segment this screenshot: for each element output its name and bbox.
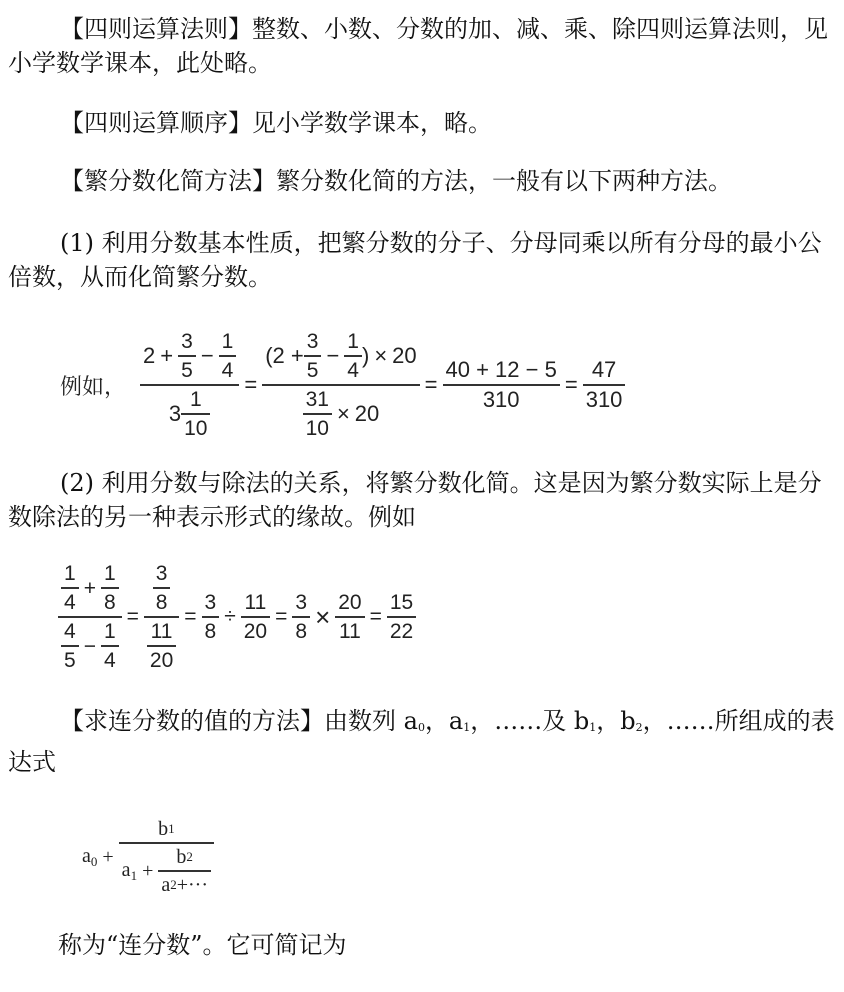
fraction-bar (153, 587, 171, 589)
term-a1: $a_1$ (121, 858, 138, 883)
multiplier: 20 (392, 343, 417, 368)
denominator: 10 (305, 417, 329, 441)
fraction-bar (303, 413, 332, 415)
fraction-bar (262, 384, 419, 386)
fraction (153, 562, 171, 614)
equals-sign: = (126, 605, 139, 629)
fraction-bar (101, 645, 119, 647)
fraction (344, 330, 362, 382)
denominator: 5 (64, 649, 76, 673)
denominator: 8 (204, 620, 217, 644)
subscript: 2 (635, 721, 643, 734)
paragraph-text: 繁分数化简的方法，一般有以下两种方法。 (276, 167, 732, 195)
numerator: 3 (181, 330, 193, 353)
equals-sign: = (275, 605, 288, 629)
numerator: 40 + 12 − 5 (445, 357, 557, 382)
fraction-bar (158, 870, 211, 872)
fraction-bar (140, 384, 239, 386)
denominator: 11 (339, 620, 361, 644)
ellipsis-tail: +··· (176, 874, 208, 896)
paragraph-text: 称为“连分数”。它可简记为 (58, 931, 347, 959)
denominator: 20 (243, 620, 268, 644)
numerator: 4 (64, 620, 76, 644)
fraction-bar (335, 616, 364, 618)
multiplier: 20 (354, 401, 380, 427)
numerator: 3 (306, 330, 319, 353)
section-heading: 【求连分数的值的方法】 (60, 707, 324, 735)
fraction-bar (144, 616, 179, 618)
fraction-bar (202, 616, 220, 618)
numerator: 1 (64, 562, 76, 585)
close-paren: ) (361, 343, 370, 368)
paragraph-continued-fraction (8, 704, 838, 779)
section-heading: 【四则运算顺序】 (60, 109, 252, 137)
example-1-formula (60, 330, 625, 440)
fraction-bar (61, 645, 79, 647)
fraction-bar (147, 645, 176, 647)
subscript: 0 (417, 721, 425, 734)
fraction-bar (344, 355, 362, 357)
numerator: 3 (155, 562, 168, 585)
fraction-bar (181, 413, 210, 415)
fraction-bar (292, 616, 310, 618)
fraction-bar (119, 842, 214, 844)
plus-sign: + (142, 860, 154, 882)
fraction-result (583, 358, 626, 412)
fraction-bar (58, 616, 122, 618)
times-sign: × (315, 601, 331, 632)
numerator: 1 (189, 388, 202, 412)
fraction (178, 330, 196, 382)
term-a2: a (161, 874, 171, 896)
fraction-bar (387, 616, 416, 618)
numerator: 1 (221, 330, 234, 353)
whole-number: 3 (168, 401, 182, 427)
numerator: 1 (347, 330, 359, 353)
plus-sign: + (83, 576, 96, 600)
paragraph-method-2 (8, 466, 838, 534)
times-sign: × (336, 401, 350, 427)
fraction-bar (304, 355, 322, 357)
paragraph-text: 整数、小数、分数的加、减、乘、除四则运算法则，见小学数学课本，此处略。 (8, 15, 828, 77)
term-a0: $a_0$ (82, 844, 98, 869)
denominator: 8 (155, 591, 168, 615)
continued-fraction-level-1: b 1 $a_1$ + b 2 a 2 +··· (119, 818, 214, 896)
fraction (101, 562, 119, 614)
times-sign: × (374, 343, 388, 368)
section-heading: 【繁分数化简方法】 (60, 167, 276, 195)
paragraph-text: ，a (424, 707, 464, 735)
paragraph-text: (1) 利用分数基本性质，把繁分数的分子、分母同乘以所有分母的最小公倍数，从而化简繁分数。 (8, 229, 822, 291)
continued-fraction-level-2: b 2 a 2 +··· (158, 846, 211, 896)
complex-fraction-lhs (140, 330, 239, 440)
numerator: 11 (150, 620, 173, 644)
minus-sign: − (326, 343, 340, 368)
fraction-result (387, 591, 416, 643)
fraction (101, 620, 119, 672)
continued-fraction-formula (82, 818, 214, 896)
divide-sign: ÷ (224, 605, 236, 629)
complex-fraction-step2 (144, 562, 179, 672)
denominator: 8 (103, 591, 116, 615)
minus-sign: − (200, 343, 214, 368)
fraction-bar (219, 355, 237, 357)
equals-sign: = (244, 372, 258, 398)
plus-sign: + (160, 343, 174, 368)
numerator: 1 (103, 620, 116, 644)
fraction (61, 620, 79, 672)
equals-sign: = (184, 605, 197, 629)
fraction (61, 562, 79, 614)
numerator: 31 (305, 388, 329, 412)
fraction-bar (61, 587, 79, 589)
denominator: 4 (103, 649, 116, 673)
denominator: 20 (149, 649, 174, 673)
integer: 2 (143, 343, 156, 368)
fraction (304, 330, 322, 382)
fraction (241, 591, 270, 643)
paragraph-complex-fraction-methods (8, 164, 838, 198)
denominator: 310 (585, 387, 623, 413)
term-b1: b (158, 818, 169, 840)
example-2-formula (58, 562, 416, 672)
numerator: 20 (338, 591, 362, 615)
paragraph-text: (2) 利用分数与除法的关系，将繁分数化简。这是因为繁分数实际上是分数除法的另一种表示形式的缘故。例如 (8, 469, 822, 531)
fraction (219, 330, 237, 382)
numerator: 3 (295, 591, 308, 615)
numerator: 3 (204, 591, 217, 615)
denominator: 5 (306, 359, 319, 383)
equals-sign: = (369, 605, 382, 629)
denominator: 310 (482, 387, 520, 413)
fraction (292, 591, 310, 643)
fraction (303, 388, 332, 440)
denominator: 5 (181, 359, 193, 383)
equals-sign: = (564, 372, 578, 398)
numerator: 11 (244, 591, 267, 615)
fraction (335, 591, 364, 643)
fraction (202, 591, 220, 643)
fraction (181, 388, 210, 440)
fraction (147, 620, 176, 672)
paragraph-text: 见小学数学课本，略。 (252, 109, 492, 137)
paragraph-operation-order (8, 106, 838, 140)
denominator: 4 (64, 591, 76, 615)
fraction-bar (443, 384, 560, 386)
paragraph-text: ，……所组成的表达式 (8, 707, 835, 776)
paragraph-method-1 (8, 226, 838, 294)
numerator: 47 (591, 357, 617, 382)
denominator: 10 (184, 417, 208, 441)
paragraph-arithmetic-rules (8, 12, 838, 80)
equals-sign: = (424, 372, 438, 398)
numerator: 1 (103, 562, 116, 585)
subscript: 1 (463, 721, 471, 734)
fraction-bar (101, 587, 119, 589)
denominator: 4 (347, 359, 359, 383)
denominator: 4 (221, 359, 234, 383)
paragraph-text: ，……及 b (470, 707, 590, 735)
fraction-step3 (443, 358, 560, 412)
complex-fraction-lhs (58, 562, 122, 672)
fraction-bar (583, 384, 626, 386)
section-heading: 【四则运算法则】 (60, 15, 252, 43)
open-paren: (2 + (265, 343, 304, 368)
fraction-bar (178, 355, 196, 357)
example-label: 例如， (60, 374, 127, 400)
minus-sign: − (83, 634, 96, 658)
plus-sign: + (102, 845, 114, 868)
paragraph-continued-fraction-notation (58, 928, 844, 962)
denominator: 22 (389, 620, 414, 644)
fraction-bar (241, 616, 270, 618)
paragraph-text: ，b (596, 707, 636, 735)
paragraph-text: 由数列 a (324, 707, 418, 735)
denominator: 8 (295, 620, 308, 644)
complex-fraction-step2 (262, 330, 419, 440)
subscript: 1 (589, 721, 597, 734)
term-b2: b (176, 846, 187, 868)
numerator: 15 (389, 591, 414, 615)
